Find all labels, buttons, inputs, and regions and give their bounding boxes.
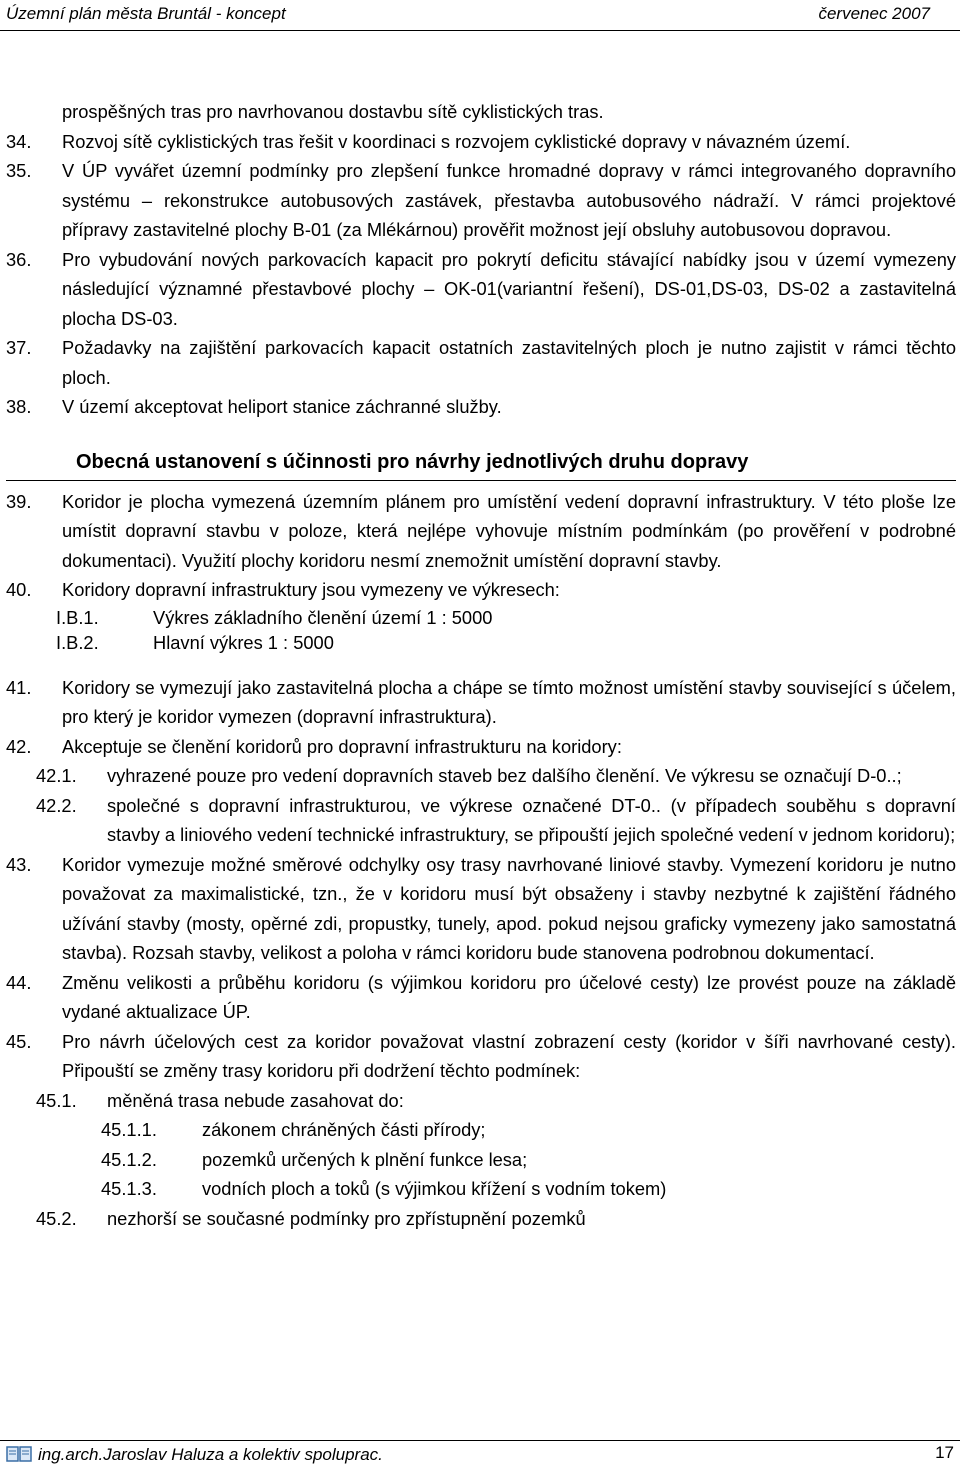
list-item [6,97,956,127]
document-body [6,97,956,1233]
item-number: 45. [6,1030,32,1052]
item-text: Akceptuje se členění koridorů pro dopravní infrastrukturu na koridory: [62,735,622,757]
item-text: V ÚP vyvářet územní podmínky pro zlepšení funkce hromadné dopravy v rámci integrovaného dopravního systému – rekonstrukce autobusových zastávek, přestavba autobusového nádraží. V rámci projektové přípravy zastavitelné plochy B-01 (za Mlékárnou) prověřit možnost její obsluhy autobusovou dopravou. [62,160,956,240]
list-item [6,673,956,732]
item-text: Pro návrh účelových cest za koridor považovat vlastní zobrazení cesty (koridor v šíři navrhované cesty). Připouští se změny trasy koridoru při dodržení těchto podmínek: [62,1030,956,1081]
sub-item-text: měněná trasa nebude zasahovat do: [107,1089,404,1111]
reference-item [56,630,956,655]
item-number: 40. [6,579,32,600]
sub-item-number: 42.1. [36,765,77,786]
item-number: 42. [6,735,32,757]
footer-author: ing.arch.Jaroslav Haluza a kolektiv spoluprac. [38,1445,383,1464]
list-item [6,732,956,762]
item-number: 34. [6,130,32,152]
sub-sub-item-text: zákonem chráněných části přírody; [202,1119,486,1140]
sub-item-text: společné s dopravní infrastrukturou, ve výkrese označené DT-0.. (v případech souběhu s dopravní stavby a liniového vedení technické infrastruktury, se připouští jejich společné vedení v jednom koridoru); [107,794,956,845]
item-number: 43. [6,853,32,875]
page-number: 17 [935,1443,954,1462]
item-text: Koridory dopravní infrastruktury jsou vymezeny ve výkresech: [62,579,560,600]
item-number: 35. [6,160,32,181]
item-number: 38. [6,396,32,417]
sub-item [36,791,956,850]
sub-item [36,1204,956,1234]
reference-number: I.B.2. [56,631,99,653]
spacer [6,655,956,673]
sub-sub-item [101,1174,956,1204]
sub-sub-item-number: 45.1.1. [101,1119,157,1140]
item-number: 36. [6,248,32,270]
document-date: červenec 2007 [818,4,930,23]
sub-sub-item-number: 45.1.3. [101,1178,157,1199]
reference-text: Hlavní výkres 1 : 5000 [153,631,334,653]
item-text: Pro vybudování nových parkovacích kapacit pro pokrytí deficitu stávající nabídky jsou v území vymezeny následující významné přestavbové plochy – OK-01(variantní řešení), DS-01,DS-03, DS-02 a zastavitelná plocha DS-03. [62,248,956,329]
sub-sub-item-number: 45.1.2. [101,1148,157,1170]
document-title: Územní plán města Bruntál - koncept [6,4,286,23]
item-number: 41. [6,676,32,698]
item-text: Rozvoj sítě cyklistických tras řešit v koordinaci s rozvojem cyklistické dopravy v návazném území. [62,130,851,152]
list-item [6,1027,956,1086]
item-number: 44. [6,971,32,993]
book-icon [6,1445,32,1463]
sub-sub-item-text: pozemků určených k plnění funkce lesa; [202,1148,528,1170]
reference-text: Výkres základního členění území 1 : 5000 [153,606,493,628]
list-item [6,245,956,334]
reference-number: I.B.1. [56,606,99,628]
sub-sub-item [101,1115,956,1145]
sub-item [36,1086,956,1116]
list-item [6,968,956,1027]
sub-item [36,761,956,791]
item-text: Koridor vymezuje možné směrové odchylky osy trasy navrhované liniové stavby. Vymezení koridoru je nutno považovat za maximalistické, tzn., že v koridoru musí být obsaženy i stavby nezbytné k zajištění řádného užívání stavby (mosty, opěrné zdi, propustky, tunely, apod. pokud nejsou graficky vymezeny jako samostatná stavba). Rozsah stavby, velikost a poloha v rámci koridoru bude stanovena podrobnou dokumentací. [62,853,956,963]
list-item [6,333,956,392]
sub-item-number: 45.2. [36,1207,77,1229]
reference-item [56,605,956,630]
list-item [6,850,956,968]
item-text: V území akceptovat heliport stanice záchranné služby. [62,396,502,417]
list-item [6,156,956,245]
sub-item-text: nezhorší se současné podmínky pro zpřístupnění pozemků [107,1207,586,1229]
item-text: Koridory se vymezují jako zastavitelná plocha a chápe se tímto možnost umístění stavby související s účelem, pro který je koridor vymezen (dopravní infrastruktura). [62,676,956,727]
list-item [6,127,956,157]
item-number: 39. [6,490,32,512]
item-text: Změnu velikosti a průběhu koridoru (s výjimkou koridoru pro účelové cesty) lze provést pouze na základě vydané aktualizace ÚP. [62,971,956,1022]
sub-sub-item [101,1145,956,1175]
item-text: prospěšných tras pro navrhovanou dostavbu sítě cyklistických tras. [62,101,604,122]
item-number: 37. [6,337,32,358]
section-heading: Obecná ustanovení s účinnosti pro návrhy jednotlivých druhu dopravy [6,442,956,481]
page-header [0,0,960,31]
list-item [6,392,956,422]
list-item [6,487,956,576]
sub-sub-item-text: vodních ploch a toků (s výjimkou křížení s vodním tokem) [202,1178,667,1199]
sub-item-number: 45.1. [36,1089,77,1111]
sub-item-text: vyhrazené pouze pro vedení dopravních staveb bez dalšího členění. Ve výkresu se označují D-0..; [107,765,902,786]
page-footer [0,1440,960,1469]
item-text: Koridor je plocha vymezená územním plánem pro umístění vedení dopravní infrastruktury. V této ploše lze umístit dopravní stavbu v poloze, která nejlépe vyhovuje místním podmínkám (po prověření v podrobné dokumentaci). Využití plochy koridoru nesmí znemožnit umístění dopravní stavby. [62,490,956,571]
item-text: Požadavky na zajištění parkovacích kapacit ostatních zastavitelných ploch je nutno zajistit v rámci těchto ploch. [62,337,956,388]
sub-item-number: 42.2. [36,794,77,816]
list-item [6,575,956,605]
